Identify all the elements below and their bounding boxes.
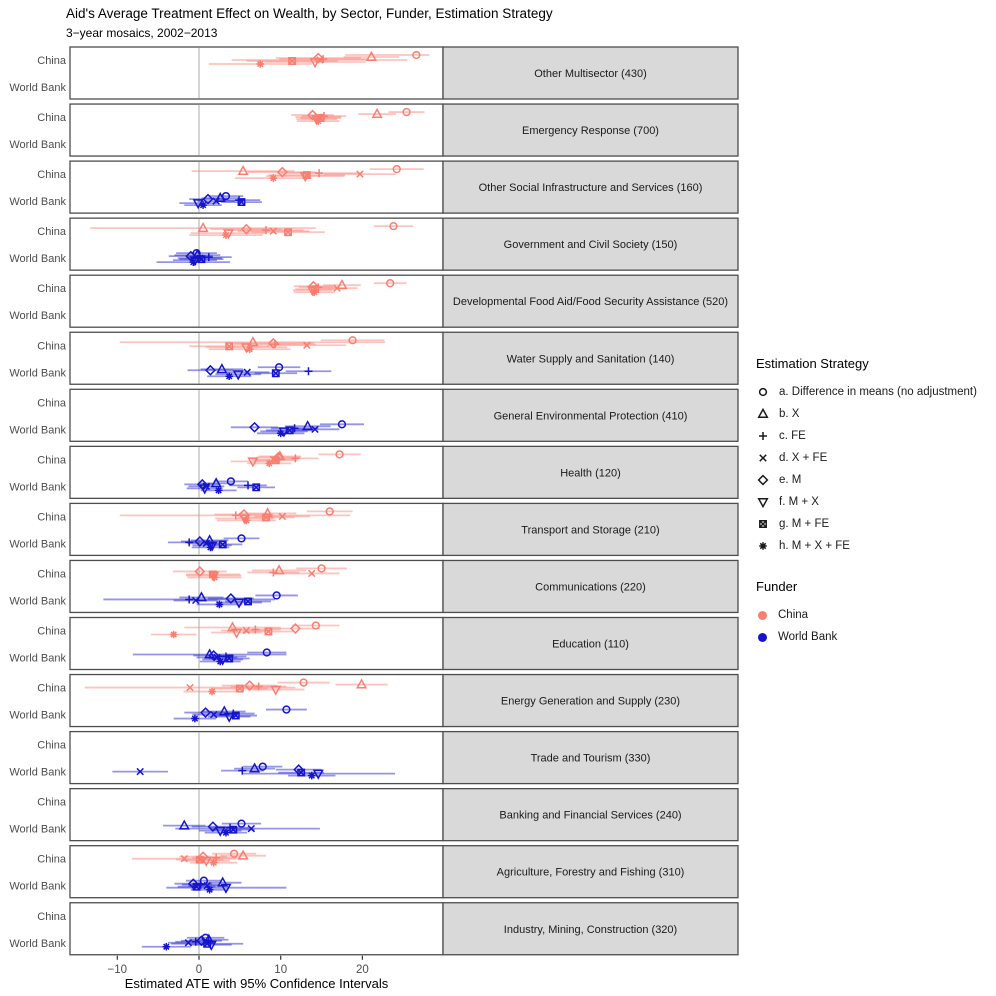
facet-panel [9, 161, 738, 213]
legend-item-label: c. FE [779, 430, 806, 442]
facet-strip-label: Other Multisector (430) [534, 68, 647, 80]
point-h [310, 288, 318, 296]
row-label: World Bank [9, 310, 66, 323]
row-label: World Bank [9, 424, 66, 437]
facet-panel [9, 618, 738, 670]
point-h [207, 544, 215, 552]
triangle-down-icon [756, 495, 770, 509]
point-h [314, 117, 322, 125]
legend [756, 356, 996, 648]
row-label: China [37, 397, 66, 410]
point-h [308, 772, 316, 780]
row-label: China [37, 112, 66, 125]
panel-box [70, 389, 443, 441]
facet-strip-label: Developmental Food Aid/Food Security Assistance (520) [452, 296, 729, 309]
row-label: World Bank [9, 367, 66, 380]
row-label: World Bank [9, 139, 66, 152]
point-h [270, 174, 278, 182]
row-label: China [37, 340, 66, 353]
point-h [210, 859, 218, 867]
panel-box [70, 332, 443, 384]
facet-panel [9, 275, 738, 327]
panel-box [70, 903, 443, 955]
facet-strip-label: Emergency Response (700) [522, 125, 659, 138]
x-icon [756, 451, 770, 465]
facet-strip-label: Banking and Financial Services (240) [499, 809, 682, 822]
panel-box [70, 503, 443, 555]
legend-item-label: a. Difference in means (no adjustment) [779, 386, 977, 398]
x-glyph [760, 455, 766, 461]
facet-panel [9, 332, 738, 384]
facet-panel [9, 560, 738, 612]
diamond-icon [756, 473, 770, 487]
plus-glyph [759, 432, 767, 440]
legend-item-label: e. M [779, 474, 802, 486]
facet-panel [9, 104, 738, 156]
point-h [163, 943, 171, 951]
legend-strategy-items [756, 381, 996, 557]
legend-item-label: g. M + FE [779, 518, 830, 530]
row-label: World Bank [9, 709, 66, 722]
facet-panel [9, 903, 738, 955]
x-tick-label: 20 [356, 963, 369, 976]
legend-item-label: China [778, 609, 809, 621]
diamond-glyph [759, 476, 768, 485]
x-axis-title: Estimated ATE with 95% Confidence Intervals [124, 975, 389, 991]
row-label: China [37, 682, 66, 695]
legend-item-label: f. M + X [779, 496, 819, 508]
facet-strip-label: Communications (220) [535, 581, 646, 594]
funder-color-dot [758, 611, 767, 620]
row-label: China [37, 169, 66, 182]
point-h [191, 715, 199, 723]
legend-item-label: d. X + FE [779, 452, 828, 464]
facet-panel [9, 846, 738, 898]
row-label: World Bank [9, 937, 66, 950]
facet-panel [9, 47, 738, 99]
row-label: World Bank [9, 766, 66, 779]
legend-item-label: b. X [779, 408, 800, 420]
point-h [243, 517, 251, 525]
funder-color-dot [758, 633, 767, 642]
facet-panel [9, 389, 738, 441]
point-h [216, 601, 224, 609]
row-label: China [37, 739, 66, 752]
legend-funder-items [756, 604, 996, 648]
row-label: China [37, 625, 66, 638]
legend-item-funder-china [756, 604, 996, 626]
point-h [211, 574, 219, 582]
asterisk-glyph [759, 542, 767, 550]
legend-item-strategy-e [756, 469, 996, 491]
row-label: China [37, 910, 66, 923]
circle-icon [756, 385, 770, 399]
square-x-icon [756, 517, 770, 531]
legend-item-strategy-a [756, 381, 996, 403]
facet-strip-label: Trade and Tourism (330) [530, 752, 651, 765]
point-h [189, 258, 197, 266]
point-h [170, 631, 178, 639]
facet-panel [9, 218, 738, 270]
point-h [222, 231, 230, 239]
facet-panel [9, 789, 738, 841]
facet-strip-label: Transport and Storage (210) [521, 524, 660, 537]
plus-icon [756, 429, 770, 443]
triangle-up-icon [756, 407, 770, 421]
circle-glyph [760, 389, 767, 396]
point-h [206, 886, 214, 894]
row-label: World Bank [9, 652, 66, 665]
panel-box [70, 732, 443, 784]
facet-panel [9, 732, 738, 784]
facet-strip-label: Education (110) [552, 638, 629, 651]
asterisk-icon [756, 539, 770, 553]
facet-strip-label: Industry, Mining, Construction (320) [503, 923, 678, 936]
row-label: World Bank [9, 481, 66, 494]
point-h [277, 430, 285, 438]
row-label: World Bank [9, 823, 66, 836]
panel-box [70, 560, 443, 612]
x-tick-label: −10 [107, 963, 128, 976]
point-h [208, 688, 216, 696]
point-h [256, 60, 264, 68]
x-tick-label: 10 [274, 963, 288, 976]
legend-item-strategy-f [756, 491, 996, 513]
row-label: World Bank [9, 538, 66, 551]
facet-strip-label: Government and Civil Society (150) [503, 239, 678, 252]
row-label: World Bank [9, 880, 66, 893]
row-label: China [37, 568, 66, 581]
panel-box [70, 789, 443, 841]
facet-strip-label: Energy Generation and Supply (230) [500, 695, 681, 708]
facet-strip-label: General Environmental Protection (410) [493, 410, 688, 423]
x-tick-label: 0 [195, 963, 203, 976]
row-label: China [37, 511, 66, 524]
legend-item-strategy-d [756, 447, 996, 469]
row-label: China [37, 226, 66, 239]
facet-strip-label: Health (120) [560, 467, 621, 480]
point-h [222, 829, 230, 837]
point-h [215, 487, 223, 495]
legend-item-label: h. M + X + FE [779, 540, 850, 552]
panel-box [70, 104, 443, 156]
legend-item-strategy-g [756, 513, 996, 535]
point-h [246, 345, 254, 353]
legend-funder-title: Funder [756, 579, 798, 594]
point-h [265, 460, 273, 468]
legend-item-strategy-c [756, 425, 996, 447]
facet-panel [9, 675, 738, 727]
panel-box [70, 618, 443, 670]
legend-item-funder-world-bank [756, 626, 996, 648]
row-label: China [37, 796, 66, 809]
point-h [216, 658, 224, 666]
row-label: China [37, 853, 66, 866]
triangle-up-glyph [759, 409, 768, 417]
facet-strip-label: Agriculture, Forestry and Fishing (310) [496, 866, 685, 879]
legend-item-strategy-b [756, 403, 996, 425]
triangle-down-glyph [759, 499, 768, 507]
row-label: China [37, 55, 66, 67]
legend-item-label: World Bank [778, 631, 838, 643]
point-h [225, 372, 233, 380]
facet-strip-label: Water Supply and Sanitation (140) [506, 353, 675, 366]
chart-title: Aid's Average Treatment Effect on Wealth, by Sector, Funder, Estimation Strategy [66, 6, 553, 21]
legend-item-strategy-h [756, 535, 996, 557]
point-h [199, 201, 207, 209]
row-label: World Bank [9, 196, 66, 209]
facet-strip-label: Other Social Infrastructure and Services (160) [478, 182, 703, 195]
row-label: World Bank [9, 253, 66, 266]
square-x-glyph [760, 521, 766, 527]
panel-box [70, 846, 443, 898]
row-label: World Bank [9, 595, 66, 608]
panel-box [70, 675, 443, 727]
facet-panel [9, 446, 738, 498]
row-label: World Bank [9, 82, 66, 94]
facet-panel [9, 503, 738, 555]
chart-subtitle: 3−year mosaics, 2002−2013 [66, 26, 218, 40]
row-label: China [37, 454, 66, 467]
row-label: China [37, 283, 66, 296]
legend-strategy-title: Estimation Strategy [756, 356, 869, 371]
